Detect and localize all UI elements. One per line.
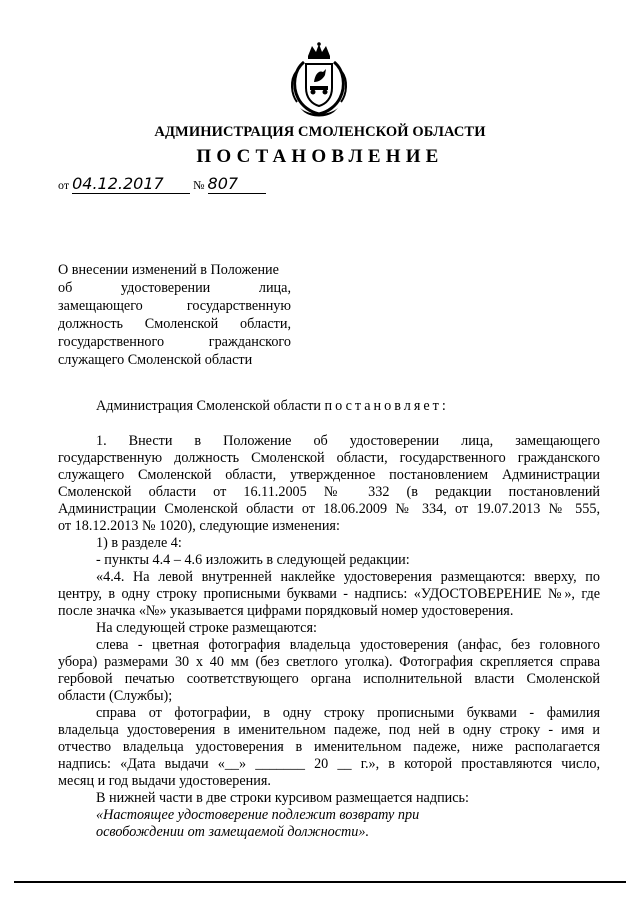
subject-line: об удостоверении лица, [58, 280, 291, 296]
body-line: надпись: «Дата выдачи «__» _______ 20 __ г.», в которой проставляются число, [58, 756, 600, 772]
body-line: служащего Смоленской области, утвержденное постановлением Администрации [58, 467, 600, 483]
body-line: убора) размерами 30 х 40 мм (без светлого уголка). Фотография скрепляется справа [58, 654, 600, 670]
handwritten-date: 04.12.2017 [72, 174, 164, 193]
document-type: ПОСТАНОВЛЕНИЕ [196, 146, 444, 167]
body-line: гербовой печатью соответствующего органа исполнительной власти Смоленской [58, 671, 600, 687]
scan-edge-rule [14, 881, 626, 883]
coat-of-arms-icon [288, 42, 350, 118]
subject-line: замещающего государственную [58, 298, 291, 314]
number-prefix: № [193, 178, 205, 192]
body-line: от 18.12.2013 № 1020), следующие изменения: [58, 518, 340, 534]
handwritten-number: 807 [207, 174, 239, 193]
body-line: 1) в разделе 4: [96, 535, 182, 551]
organization-title: АДМИНИСТРАЦИЯ СМОЛЕНСКОЙ ОБЛАСТИ [154, 124, 486, 140]
body-line: области (Службы); [58, 688, 173, 704]
subject-line: должность Смоленской области, [58, 316, 291, 332]
number-field [208, 174, 266, 194]
body-line: Администрации Смоленской области от 18.06.2009 № 334, от 19.07.2013 № 555, [58, 501, 600, 517]
body-line: 1. Внести в Положение об удостоверении лица, замещающего [96, 433, 600, 449]
date-number-line [58, 174, 266, 194]
body-line: Смоленской области от 16.11.2005 № 332 (в редакции постановлений [58, 484, 600, 500]
body-line: справа от фотографии, в одну строку прописными буквами - фамилия [96, 705, 600, 721]
date-prefix: от [58, 178, 70, 192]
body-line: слева - цветная фотография владельца удостоверения (анфас, без головного [96, 637, 600, 653]
body-line: государственную должность Смоленской области, государственного гражданского [58, 450, 600, 466]
italic-inscription-line: освобождении от замещаемой должности». [96, 824, 370, 840]
body-line: В нижней части в две строки курсивом размещается надпись: [96, 790, 469, 806]
italic-inscription-line: «Настоящее удостоверение подлежит возврату при [96, 807, 420, 823]
body-line: - пункты 4.4 – 4.6 изложить в следующей редакции: [96, 552, 410, 568]
body-line: владельца удостоверения в именительном падеже, под ней в одну строку - имя и [58, 722, 600, 738]
body-line: «4.4. На левой внутренней наклейке удостоверения размещаются: вверху, по [96, 569, 600, 585]
preamble-verb: постановляет: [324, 398, 449, 414]
subject-line: служащего Смоленской области [58, 352, 253, 368]
subject-line: О внесении изменений в Положение [58, 262, 279, 278]
preamble [96, 398, 516, 415]
body-line: На следующей строке размещаются: [96, 620, 317, 636]
body-line: после значка «№» указывается цифрами порядковый номер удостоверения. [58, 603, 514, 619]
body-line: месяц и год выдачи удостоверения. [58, 773, 271, 789]
date-field [72, 174, 190, 194]
body-line: центру, в одну строку прописными буквами - надпись: «УДОСТОВЕРЕНИЕ №», где [58, 586, 600, 602]
subject-line: государственного гражданского [58, 334, 291, 350]
preamble-text: Администрация Смоленской области [96, 398, 325, 414]
body-line: отчество владельца удостоверения в именительном падеже, ниже располагается [58, 739, 600, 755]
